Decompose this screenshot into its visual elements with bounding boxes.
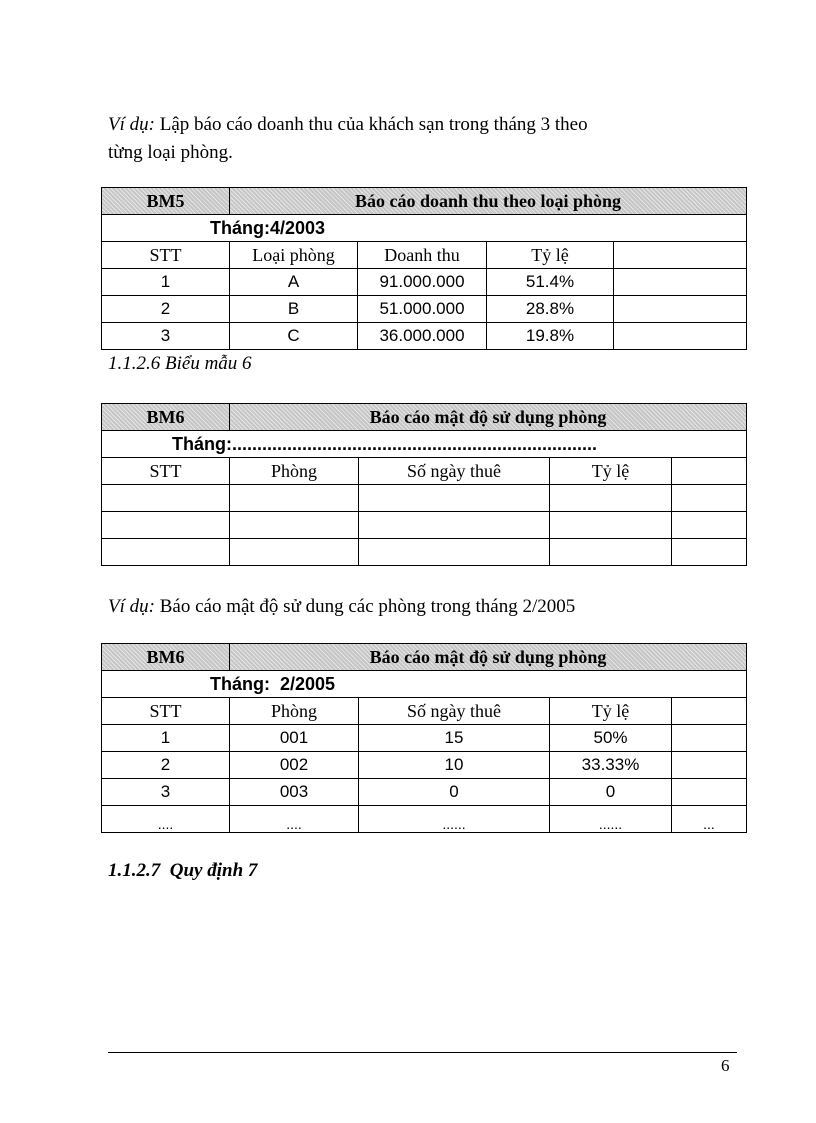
table-cell: A: [230, 269, 358, 296]
section-heading-7: 1.1.2.7 Quy định 7: [108, 860, 258, 881]
column-header: Phòng: [230, 458, 359, 485]
example-label: Ví dụ:: [108, 114, 155, 135]
table-row: [102, 806, 747, 833]
empty-cell: [672, 485, 747, 512]
column-header: [672, 698, 747, 725]
table-cell: [672, 752, 747, 779]
bm5-month-row: [102, 215, 747, 242]
empty-cell: [359, 485, 550, 512]
bm6-example-month-row: [102, 671, 747, 698]
empty-cell: [550, 539, 672, 566]
empty-cell: [672, 512, 747, 539]
table-cell: [672, 779, 747, 806]
bm5-table: [101, 187, 747, 350]
table-cell: [614, 323, 747, 350]
table-cell: ....: [102, 806, 230, 833]
bm6-example-table: [101, 643, 747, 833]
table-cell: 3: [102, 323, 230, 350]
table-cell: 28.8%: [487, 296, 614, 323]
table-cell: 51.000.000: [358, 296, 487, 323]
table-cell: 003: [230, 779, 359, 806]
table-cell: 33.33%: [550, 752, 672, 779]
bm5-code: BM5: [102, 188, 230, 215]
table-cell: 10: [359, 752, 550, 779]
empty-row: [102, 539, 747, 566]
empty-row: [102, 512, 747, 539]
bm6-blank-header-row: [102, 404, 747, 431]
bm6-blank-code: BM6: [102, 404, 230, 431]
bm6-example-column-header-row: [102, 698, 747, 725]
table-cell: 50%: [550, 725, 672, 752]
bm6-example-header-row: [102, 644, 747, 671]
column-header: Tỷ lệ: [550, 698, 672, 725]
bm6-example-month: Tháng: 2/2005: [102, 671, 747, 698]
column-header: Phòng: [230, 698, 359, 725]
empty-cell: [550, 512, 672, 539]
table-cell: ......: [359, 806, 550, 833]
column-header: STT: [102, 458, 230, 485]
bm5-title: Báo cáo doanh thu theo loại phòng: [230, 188, 747, 215]
column-header: STT: [102, 698, 230, 725]
column-header: Tỷ lệ: [487, 242, 614, 269]
table-cell: C: [230, 323, 358, 350]
example-paragraph-2: [108, 593, 575, 621]
column-header: Loại phòng: [230, 242, 358, 269]
empty-cell: [230, 512, 359, 539]
example-label: Ví dụ:: [108, 596, 155, 617]
example-text: Báo cáo mật độ sử dung các phòng trong tháng 2/2005: [154, 596, 576, 617]
table-cell: 1: [102, 269, 230, 296]
table-row: [102, 725, 747, 752]
column-header: Tỷ lệ: [550, 458, 672, 485]
example-text-line1: Lập báo cáo doanh thu của khách sạn trong tháng 3 theo: [154, 114, 588, 135]
page-number: 6: [721, 1056, 730, 1075]
empty-cell: [550, 485, 672, 512]
empty-cell: [230, 539, 359, 566]
bm6-blank-month-row: [102, 431, 747, 458]
empty-cell: [230, 485, 359, 512]
table-cell: 15: [359, 725, 550, 752]
table-row: [102, 779, 747, 806]
bm6-example-title: Báo cáo mật độ sử dụng phòng: [230, 644, 747, 671]
table-cell: ......: [550, 806, 672, 833]
column-header: Số ngày thuê: [359, 698, 550, 725]
table-cell: [614, 269, 747, 296]
bm6-example-code: BM6: [102, 644, 230, 671]
table-cell: 1: [102, 725, 230, 752]
bm5-month: Tháng:4/2003: [102, 215, 747, 242]
bm6-blank-month: Tháng:.........................................................................: [102, 431, 747, 458]
empty-cell: [102, 485, 230, 512]
table-cell: [614, 296, 747, 323]
table-row: [102, 323, 747, 350]
bm6-blank-table: [101, 403, 747, 566]
empty-cell: [359, 539, 550, 566]
table-cell: ....: [230, 806, 359, 833]
empty-cell: [102, 512, 230, 539]
table-cell: 19.8%: [487, 323, 614, 350]
column-header: STT: [102, 242, 230, 269]
table-cell: 0: [359, 779, 550, 806]
column-header: Doanh thu: [358, 242, 487, 269]
table-cell: 91.000.000: [358, 269, 487, 296]
table-cell: 001: [230, 725, 359, 752]
bm6-blank-column-header-row: [102, 458, 747, 485]
empty-cell: [359, 512, 550, 539]
table-cell: [672, 725, 747, 752]
table-cell: B: [230, 296, 358, 323]
column-header: [672, 458, 747, 485]
table-cell: ...: [672, 806, 747, 833]
table-row: [102, 296, 747, 323]
table-cell: 2: [102, 296, 230, 323]
example-text-line2: từng loại phòng.: [108, 142, 233, 163]
bm6-blank-title: Báo cáo mật độ sử dụng phòng: [230, 404, 747, 431]
example-paragraph-1: [108, 111, 588, 167]
column-header: Số ngày thuê: [359, 458, 550, 485]
section-heading-6: 1.1.2.6 Biểu mẫu 6: [108, 353, 252, 374]
table-cell: 0: [550, 779, 672, 806]
bm5-column-header-row: [102, 242, 747, 269]
table-cell: 2: [102, 752, 230, 779]
column-header: [614, 242, 747, 269]
table-cell: 3: [102, 779, 230, 806]
empty-cell: [102, 539, 230, 566]
footer-divider: [108, 1052, 737, 1053]
table-cell: 36.000.000: [358, 323, 487, 350]
table-row: [102, 752, 747, 779]
bm5-header-row: [102, 188, 747, 215]
table-row: [102, 269, 747, 296]
table-cell: 51.4%: [487, 269, 614, 296]
empty-row: [102, 485, 747, 512]
table-cell: 002: [230, 752, 359, 779]
empty-cell: [672, 539, 747, 566]
